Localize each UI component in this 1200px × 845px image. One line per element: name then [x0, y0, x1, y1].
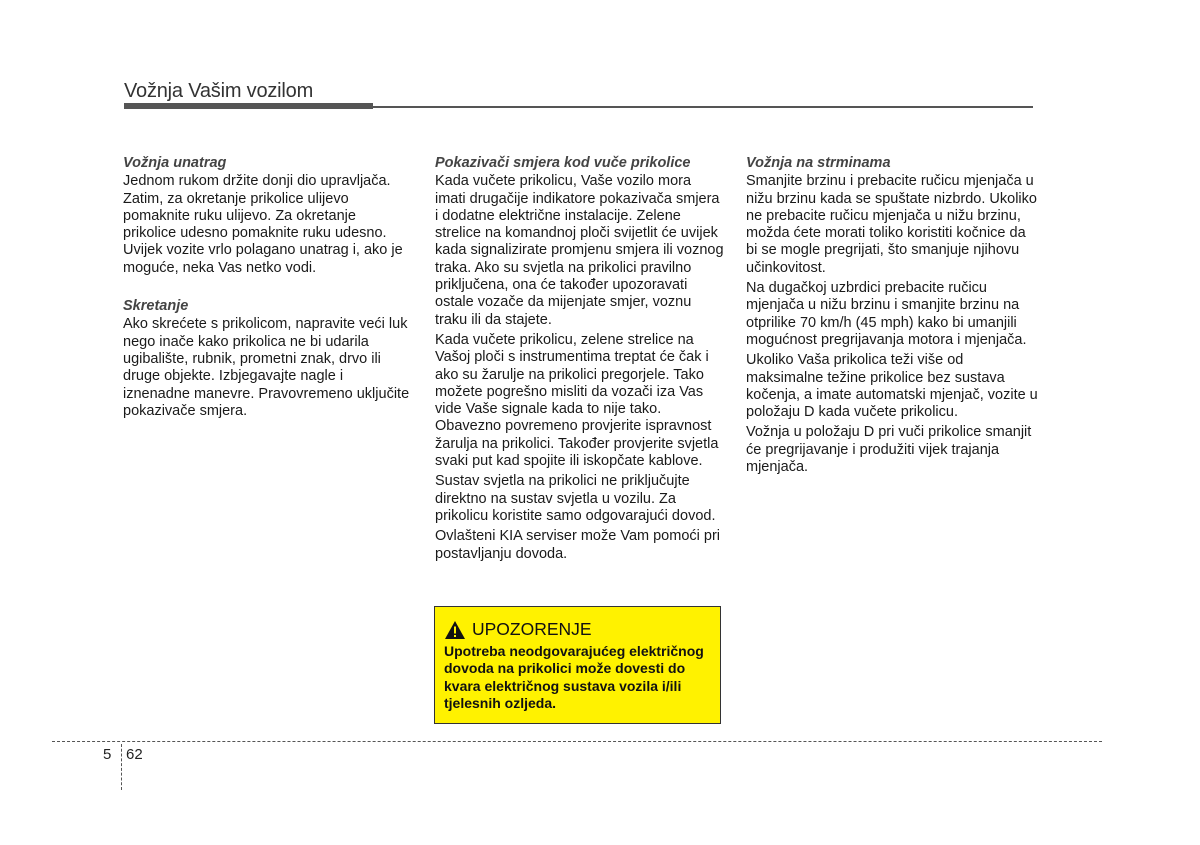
section-title-slopes: Vožnja na strminama [746, 155, 891, 171]
column-1 [123, 155, 413, 423]
paragraph-signals-3: Sustav svjetla na prikolici ne priključujte direktno na sustav svjetla u vozilu. Za prikolicu koristite samo odgovarajući dovod. [435, 473, 716, 524]
header-rule-thick [124, 103, 373, 109]
header-rule-thin [373, 106, 1033, 108]
paragraph-slopes-1: Smanjite brzinu i prebacite ručicu mjenjača u nižu brzinu kada se spuštate nizbrdo. Ukoliko ne prebacite ručicu mjenjača u nižu brzinu, možda ćete morati toliko koristiti kočnice da bi se mogle pregrijati, što smanjuje njihovu učinkovitost. [746, 173, 1037, 276]
paragraph-slopes-4: Vožnja u položaju D pri vuči prikolice smanjit će pregrijavanje i produžiti vijek trajanja mjenjača. [746, 424, 1032, 476]
paragraph-signals-1: Kada vučete prikolicu, Vaše vozilo mora imati drugačije indikatore pokazivača smjera i dodatne električne instalacije. Zelene strelice na komandnoj ploči svijetlit će uvijek kada signalizirate promjenu smjera ili voznog traka. Ako su svjetla na prikolici pravilno priključena, ona će također upozoravati ostale vozače da mijenjate smjer, voznu traku ili da stajete. [435, 173, 724, 328]
paragraph-slopes-3: Ukoliko Vaša prikolica teži više od maksimalne težine prikolice bez sustava kočenja, a imate automatski mjenjač, vozite u položaju D kada vučete prikolicu. [746, 352, 1038, 421]
page-number: 62 [126, 746, 143, 763]
column-3 [746, 155, 1038, 479]
paragraph-signals-2: Kada vučete prikolicu, zelene strelice na Vašoj ploči s instrumentima treptat će čak i ako su žarulje na prikolici pregorjele. Tako možete pogrešno misliti da vozači iza Vas vide Vaše signale kada to nije tako. Obavezno povremeno provjerite ispravnost žarulja na prikolici. Također provjerite svjetla svaki put kad spojite ili iskopčate kablove. [435, 331, 719, 470]
section-title-signals: Pokazivači smjera kod vuče prikolice [435, 155, 691, 171]
paragraph-turning: Ako skrećete s prikolicom, napravite veći luk nego inače kako prikolica ne bi udarila ugibalište, rubnik, prometni znak, drvo ili druge objekte. Izbjegavajte nagle i iznenadne manevre. Pravovremeno uključite pokazivače smjera. [123, 316, 410, 419]
warning-header [444, 619, 710, 640]
paragraph-signals-4: Ovlašteni KIA serviser može Vam pomoći pri postavljanju dovoda. [435, 528, 720, 562]
warning-box [434, 606, 721, 724]
column-2 [435, 155, 725, 566]
footer-rule [52, 741, 1102, 742]
page-title: Vožnja Vašim vozilom [124, 80, 314, 102]
warning-text: Upotreba neodgovarajućeg električnog dovoda na prikolici može dovesti do kvara električnog sustava vozila i/ili tjelesnih ozljeda. [444, 643, 704, 711]
section-title-reversing: Vožnja unatrag [123, 155, 227, 171]
paragraph-slopes-2: Na dugačkoj uzbrdici prebacite ručicu mjenjača u nižu brzinu i smanjite brzinu na otprilike 70 km/h (45 mph) kako bi umanjili mogućnost pregrijavanja motora i mjenjača. [746, 280, 1027, 348]
chapter-number: 5 [103, 746, 112, 763]
warning-title: UPOZORENJE [472, 619, 592, 639]
paragraph-reversing: Jednom rukom držite donji dio upravljača. Zatim, za okretanje prikolice ulijevo pomaknite ruku ulijevo. Za okretanje prikolice udesno pomaknite ruku udesno. Uvijek vozite vrlo polagano unatrag i, ako je moguće, neka Vas netko vodi. [123, 173, 403, 276]
warning-triangle-icon [444, 620, 466, 640]
footer-divider [121, 744, 122, 790]
section-title-turning: Skretanje [123, 298, 189, 315]
